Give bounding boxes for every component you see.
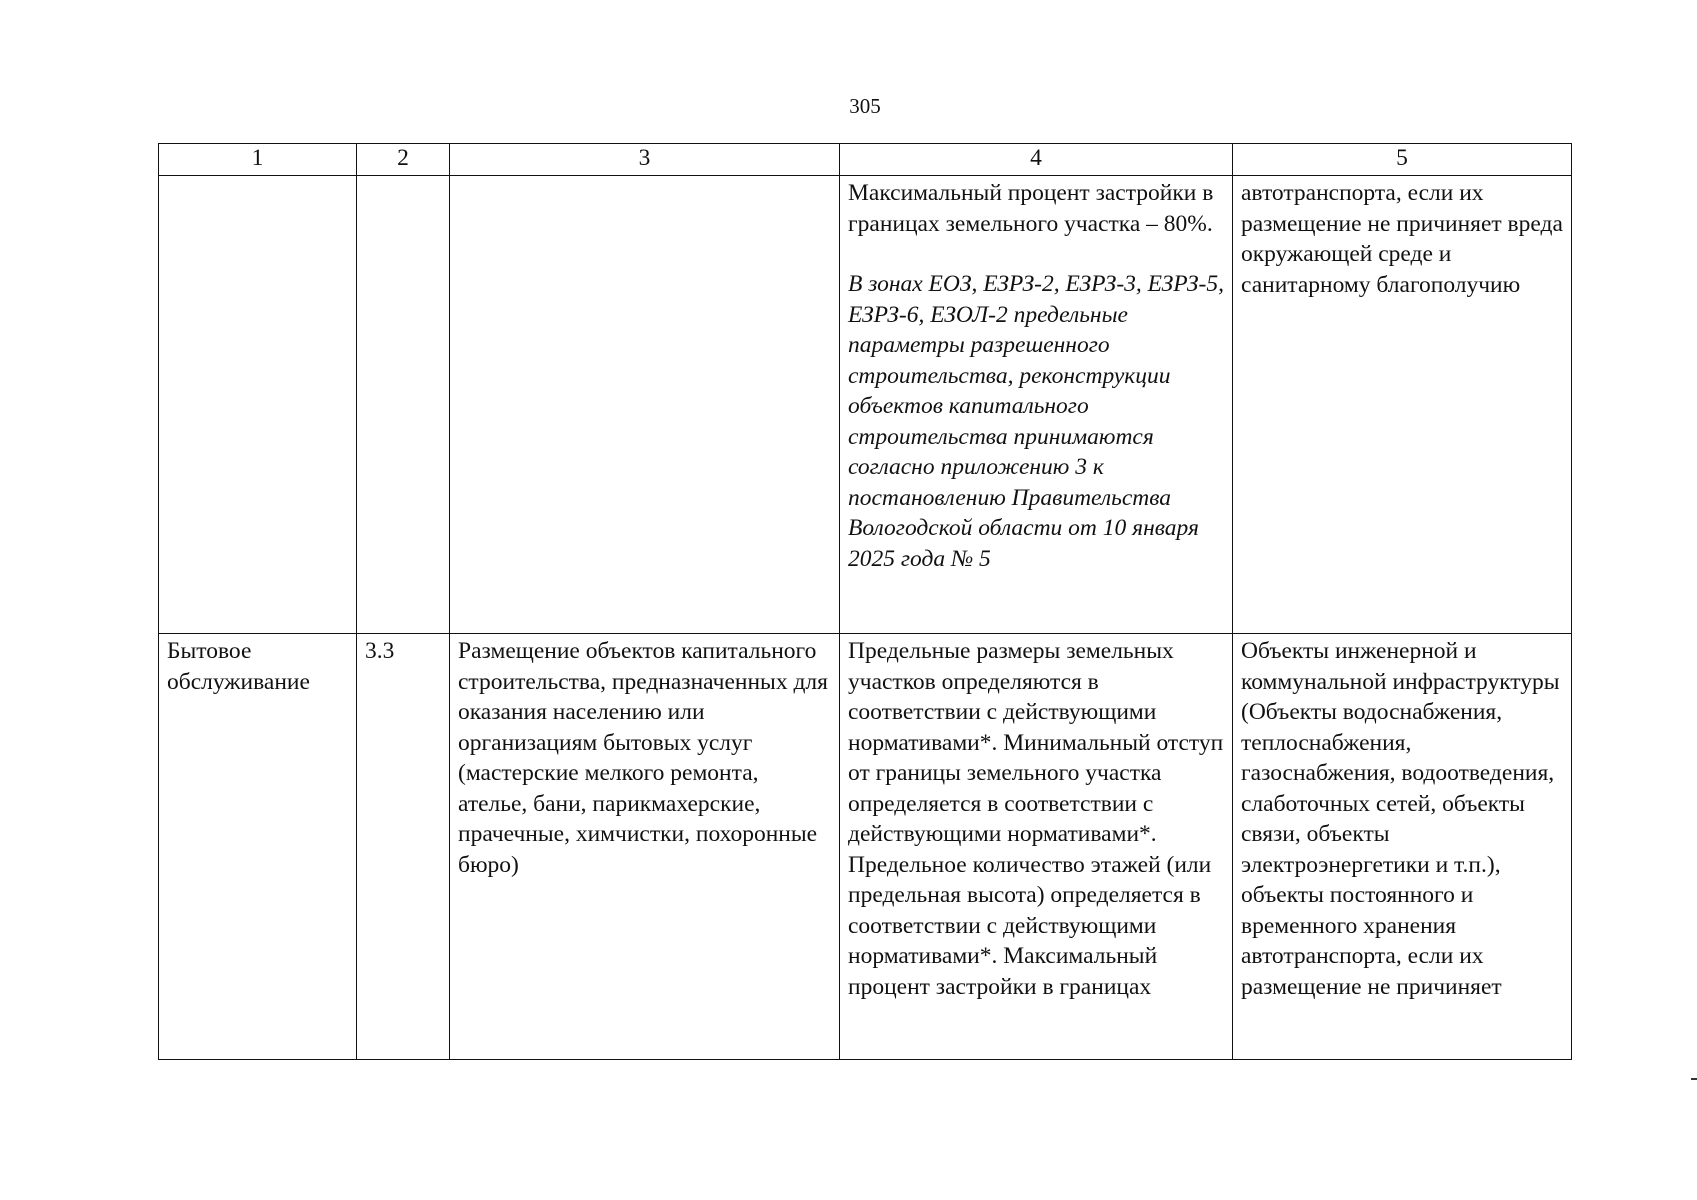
cell-code: 3.3	[357, 634, 450, 1060]
column-header-3: 3	[450, 144, 840, 176]
scan-edge-mark	[1691, 1078, 1697, 1080]
table-row	[159, 176, 1572, 634]
table-row	[159, 634, 1572, 1060]
cell-parameters	[840, 176, 1233, 634]
paragraph-gap	[848, 239, 1225, 269]
header-row	[159, 144, 1572, 176]
zone-note: В зонах ЕОЗ, ЕЗРЗ-2, ЕЗРЗ-3, ЕЗРЗ-5, ЕЗРЗ-6, ЕЗОЛ-2 предельные параметры разрешенного строительства, реконструкции объектов капитального строительства принимаются согласно приложению 3 к постановлению Правительства Вологодской области от 10 января 2025 года № 5	[848, 271, 1224, 572]
cell-type-name	[159, 176, 357, 634]
cell-auxiliary: автотранспорта, если их размещение не причиняет вреда окружающей среде и санитарному благополучию	[1233, 176, 1572, 634]
column-header-5: 5	[1233, 144, 1572, 176]
column-header-1: 1	[159, 144, 357, 176]
cell-auxiliary: Объекты инженерной и коммунальной инфраструктуры (Объекты водоснабжения, теплоснабжения, газоснабжения, водоотведения, слаботочных сетей, объекты связи, объекты электроэнергетики и т.п.), объекты постоянного и временного хранения автотранспорта, если их размещение не причиняет	[1233, 634, 1572, 1060]
page-number: 305	[849, 94, 881, 118]
cell-description	[450, 176, 840, 634]
parameters-text: Максимальный процент застройки в границах земельного участка – 80%.	[848, 180, 1214, 237]
column-header-4: 4	[840, 144, 1233, 176]
column-header-2: 2	[357, 144, 450, 176]
cell-code	[357, 176, 450, 634]
cell-parameters: Предельные размеры земельных участков определяются в соответствии с действующими нормативами*. Минимальный отступ от границы земельного участка определяется в соответствии с действующими нормативами*. Предельное количество этажей (или предельная высота) определяется в соответствии с действующими нормативами*. Максимальный процент застройки в границах	[840, 634, 1233, 1060]
cell-description: Размещение объектов капитального строительства, предназначенных для оказания населению или организациям бытовых услуг (мастерские мелкого ремонта, ателье, бани, парикмахерские, прачечные, химчистки, похоронные бюро)	[450, 634, 840, 1060]
cell-type-name: Бытовое обслуживание	[159, 634, 357, 1060]
regulations-table	[158, 143, 1572, 1060]
